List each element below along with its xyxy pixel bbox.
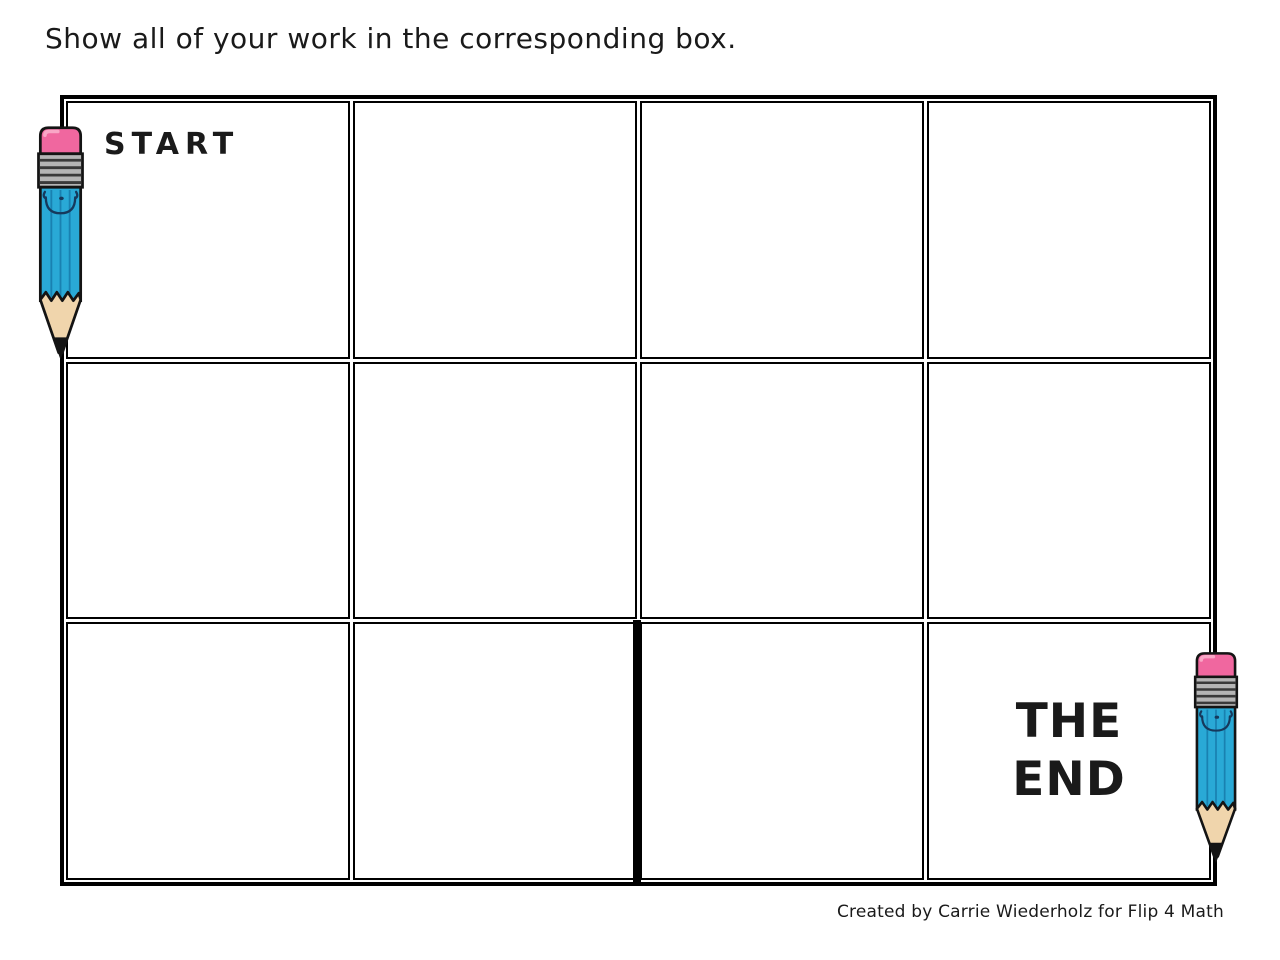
work-box-r3c2 <box>353 622 637 880</box>
work-box-start <box>66 101 350 359</box>
work-box-r1c2 <box>353 101 637 359</box>
work-box-r2c2 <box>353 362 637 620</box>
game-board-grid <box>60 95 1217 886</box>
pencil-icon <box>33 124 88 362</box>
work-box-r3c3 <box>640 622 924 880</box>
work-box-r3c1 <box>66 622 350 880</box>
thick-divider <box>633 620 641 882</box>
work-box-r2c4 <box>927 362 1211 620</box>
end-label <box>1012 693 1125 809</box>
page-title: Show all of your work in the corresponding box. <box>45 22 737 55</box>
pencil-icon <box>1190 650 1242 865</box>
work-box-r1c4 <box>927 101 1211 359</box>
start-label: START <box>104 127 240 162</box>
end-label-line1: THE <box>1015 694 1123 750</box>
work-box-end <box>927 622 1211 880</box>
work-box-r2c1 <box>66 362 350 620</box>
credit-line: Created by Carrie Wiederholz for Flip 4 Math <box>836 902 1224 922</box>
work-box-r1c3 <box>640 101 924 359</box>
end-label-line2: END <box>1012 752 1126 808</box>
work-box-r2c3 <box>640 362 924 620</box>
